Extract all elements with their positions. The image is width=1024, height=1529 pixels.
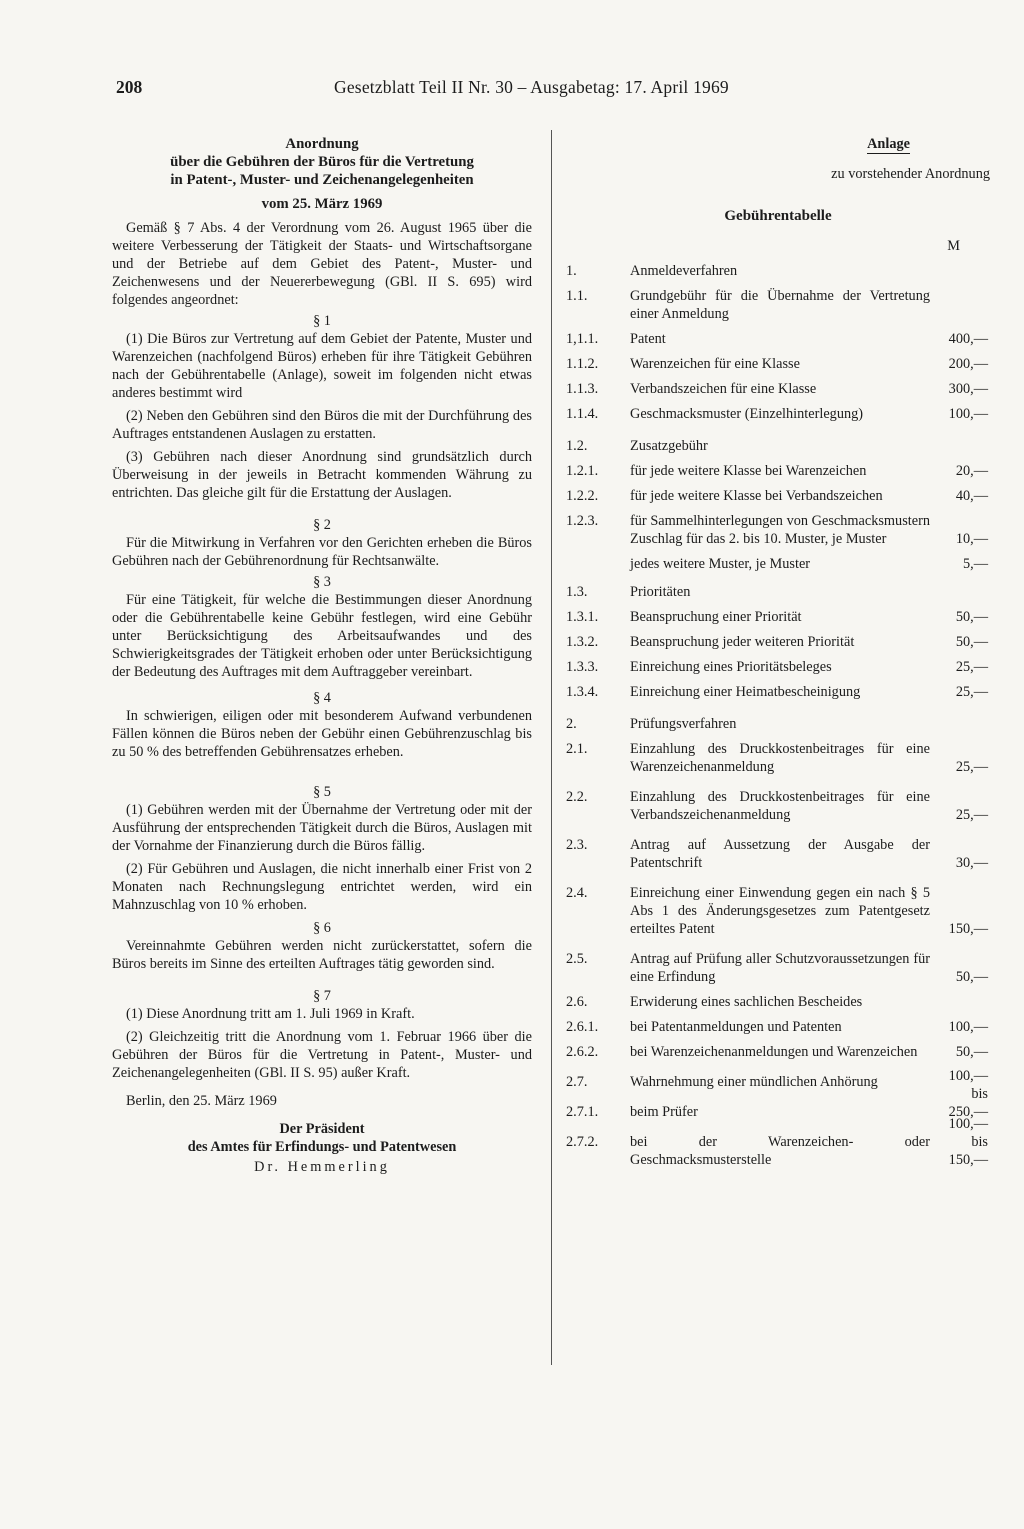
intro-paragraph: Gemäß § 7 Abs. 4 der Verordnung vom 26. August 1965 über die weitere Verbesserung der Tätigkeit der Staats- und Wirtschaftsorgane und der Betriebe auf dem Gebiet des Patent-, Muster- und Zeichenwesens und der Neuererbewegung (GBl. II S. 695) wird folgendes angeordnet: — [112, 220, 532, 308]
fee-row-amount: 10,— — [955, 531, 988, 547]
fee-row-text: für jede weitere Klasse bei Verbandszeichen — [630, 488, 883, 504]
fee-row-text: Beanspruchung einer Priorität — [630, 609, 802, 625]
fee-row-text: Erwiderung eines sachlichen Bescheides — [630, 994, 863, 1010]
fee-row — [566, 512, 990, 548]
section-6-para: Vereinnahmte Gebühren werden nicht zurückerstattet, sofern die Büros bereits im Sinne des erteilten Auftrages tätig geworden sind. — [112, 938, 532, 972]
annex-heading: Anlage — [867, 136, 910, 152]
fee-row — [566, 715, 990, 733]
fee-row-number: 1.3. — [566, 584, 588, 600]
fee-row-amount: 100,— bis 250,— — [948, 1068, 988, 1120]
running-title: Gesetzblatt Teil II Nr. 30 – Ausgabetag: 17. April 1969 — [334, 77, 729, 97]
section-4-heading: § 4 — [313, 690, 331, 706]
fee-row-number: 1.3.3. — [566, 659, 599, 675]
section-6-heading: § 6 — [313, 920, 331, 936]
fee-row — [566, 487, 990, 505]
place-date: Berlin, den 25. März 1969 — [126, 1093, 277, 1109]
fee-row-number: 2.7.2. — [566, 1134, 599, 1150]
fee-row — [566, 555, 990, 573]
fee-row-text: beim Prüfer — [630, 1104, 698, 1120]
fee-row-number: 2.2. — [566, 789, 588, 805]
section-1-para-1: (1) Die Büros zur Vertretung auf dem Gebiet der Patente, Muster und Warenzeichen (nachfolgend Büros) erheben für ihre Tätigkeit Gebühren nach der Gebührentabelle (Anlage), soweit im folgenden nicht etwas anderes bestimmt wird — [112, 331, 532, 401]
fee-row-amount: 50,— — [955, 969, 988, 985]
signature-name: Dr. Hemmerling — [254, 1159, 390, 1175]
fee-row — [566, 1018, 990, 1036]
fee-row-text: Patent — [630, 331, 666, 347]
section-3-para: Für eine Tätigkeit, für welche die Bestimmungen dieser Anordnung oder die Gebührentabelle keine Gebühr festlegen, wird eine Gebühr unter Berücksichtigung des Arbeitsaufwandes und des Schwierigkeitsgrades der Tätigkeit erhoben oder unter Berücksichtigung der Bedeutung des Auftrages mit dem Auftraggeber vereinbart. — [112, 592, 532, 680]
fee-row-number: 2.4. — [566, 885, 588, 901]
fee-row — [566, 1043, 990, 1061]
column-divider — [551, 130, 552, 1365]
fee-row-amount: 5,— — [962, 556, 988, 572]
fee-row — [566, 950, 990, 986]
fee-row-number: 2.6.2. — [566, 1044, 599, 1060]
fee-row-amount: 50,— — [955, 634, 988, 650]
fee-row-number: 2.6.1. — [566, 1019, 599, 1035]
fee-row — [566, 836, 990, 872]
fee-row-text: Anmeldeverfahren — [630, 263, 738, 279]
section-1-para-3: (3) Gebühren nach dieser Anordnung sind grundsätzlich durch Überweisung in der jeweils in Betracht kommenden Währung zu entrichten. Das gleiche gilt für die Erstattung der Auslagen. — [112, 449, 532, 501]
fee-row-number: 1.2.3. — [566, 513, 599, 529]
right-column — [566, 135, 990, 1169]
fee-row-amount: 20,— — [955, 463, 988, 479]
fee-row-number: 1.2. — [566, 438, 588, 454]
currency-label: M — [947, 238, 960, 254]
section-5-para-1: (1) Gebühren werden mit der Übernahme der Vertretung oder mit der Ausführung der entsprechenden Tätigkeit durch die Büros, Auslagen mit der Vornahme der Finanzierung durch die Büros fällig. — [112, 802, 532, 854]
section-4-para: In schwierigen, eiligen oder mit besonderem Aufwand verbundenen Fällen können die Büros neben der Gebühr einen Gebührenzuschlag bis zu 50 % des betreffenden Gebührensatzes erheben. — [112, 708, 532, 760]
doc-title: Anordnung — [285, 136, 359, 152]
section-7-para-1: (1) Diese Anordnung tritt am 1. Juli 1969 in Kraft. — [126, 1006, 415, 1022]
annex-subtitle: zu vorstehender Anordnung — [831, 166, 990, 182]
fee-row-number: 2.7.1. — [566, 1104, 599, 1120]
fee-row — [566, 287, 990, 323]
fee-row-number: 2.6. — [566, 994, 588, 1010]
fee-row — [566, 462, 990, 480]
fee-row-text: Wahrnehmung einer mündlichen Anhörung — [630, 1074, 878, 1090]
fee-row — [566, 1116, 990, 1169]
fee-row-amount: 100,— — [948, 1019, 988, 1035]
fee-row-text: Verbandszeichen für eine Klasse — [630, 381, 817, 397]
fee-row-number: 2. — [566, 716, 577, 732]
fee-row — [566, 658, 990, 676]
section-1-para-2: (2) Neben den Gebühren sind den Büros die mit der Durchführung des Auftrages entstandenen Auslagen zu erstatten. — [112, 408, 532, 442]
fee-table — [566, 262, 990, 1169]
fee-row — [566, 788, 990, 824]
fee-table-title: Gebührentabelle — [724, 208, 832, 224]
page-number: 208 — [116, 77, 143, 97]
fee-row-number: 1. — [566, 263, 577, 279]
fee-row — [566, 884, 990, 938]
fee-row-number: 1.1. — [566, 288, 588, 304]
fee-row-amount: 50,— — [955, 1044, 988, 1060]
fee-row-number: 1.3.2. — [566, 634, 599, 650]
fee-row-amount: 200,— — [948, 356, 988, 372]
fee-row — [566, 993, 990, 1011]
fee-row-text: bei Patentanmeldungen und Patenten — [630, 1019, 842, 1035]
section-1-heading: § 1 — [313, 313, 331, 329]
signature-office: des Amtes für Erfindungs- und Patentwesen — [187, 1139, 457, 1155]
section-2-para: Für die Mitwirkung in Verfahren vor den Gerichten erheben die Büros Gebühren nach der Gebührenordnung für Rechtsanwälte. — [112, 535, 532, 569]
fee-row-amount: 30,— — [955, 855, 988, 871]
fee-row-number: 1.1.3. — [566, 381, 599, 397]
section-2-heading: § 2 — [313, 517, 331, 533]
fee-row-number: 2.5. — [566, 951, 588, 967]
fee-row-amount: 100,— bis 150,— — [948, 1116, 988, 1168]
fee-row-number: 1.1.2. — [566, 356, 599, 372]
fee-row-amount: 25,— — [955, 807, 988, 823]
fee-row — [566, 633, 990, 651]
fee-row — [566, 608, 990, 626]
fee-row-text: jedes weitere Muster, je Muster — [630, 556, 811, 572]
fee-row — [566, 437, 990, 455]
fee-row-text: bei Warenzeichenanmeldungen und Warenzeichen — [630, 1044, 918, 1060]
fee-row-text: Grundgebühr für die Übernahme der Vertretung einer Anmeldung — [630, 288, 930, 322]
section-7-para-2: (2) Gleichzeitig tritt die Anordnung vom 1. Februar 1966 über die Gebühren der Büros für die Vertretung in Patent-, Muster- und Zeichenangelegenheiten (GBl. II S. 95) außer Kraft. — [112, 1029, 532, 1081]
fee-row-amount: 100,— — [948, 406, 988, 422]
fee-row — [566, 740, 990, 776]
fee-row-text: Antrag auf Aussetzung der Ausgabe der Patentschrift — [630, 837, 930, 871]
fee-row-amount: 25,— — [955, 659, 988, 675]
left-column — [112, 135, 532, 1176]
fee-row — [566, 405, 990, 423]
fee-row-amount: 50,— — [955, 609, 988, 625]
section-5-para-2: (2) Für Gebühren und Auslagen, die nicht innerhalb einer Frist von 2 Monaten nach Rechnungslegung entrichtet werden, wird ein Mahnzuschlag von 10 % erhoben. — [112, 861, 532, 913]
fee-row-number: 2.3. — [566, 837, 588, 853]
fee-row-text: für jede weitere Klasse bei Warenzeichen — [630, 463, 867, 479]
fee-row-number: 1.3.1. — [566, 609, 599, 625]
doc-title-line-2: über die Gebühren der Büros für die Vertretung — [170, 154, 474, 170]
fee-row-text: Prüfungsverfahren — [630, 716, 737, 732]
fee-row-amount: 40,— — [955, 488, 988, 504]
fee-row-text: Einreichung einer Einwendung gegen ein nach § 5 Abs 1 des Änderungsgesetzes zum Patentgesetz erteiltes Patent — [630, 885, 930, 937]
doc-title-line-3: in Patent-, Muster- und Zeichenangelegenheiten — [170, 172, 474, 188]
fee-row-amount: 300,— — [948, 381, 988, 397]
doc-date: vom 25. März 1969 — [261, 196, 383, 212]
fee-row-text: Geschmacksmuster (Einzelhinterlegung) — [630, 406, 864, 422]
fee-row — [566, 1073, 990, 1091]
fee-row-text: Beanspruchung jeder weiteren Priorität — [630, 634, 855, 650]
fee-row-text: für Sammelhinterlegungen von Geschmacksmustern Zuschlag für das 2. bis 10. Muster, je Muster — [630, 513, 930, 547]
fee-row-amount: 400,— — [948, 331, 988, 347]
fee-row — [566, 262, 990, 280]
signature-title: Der Präsident — [279, 1121, 365, 1137]
fee-row-amount: 150,— — [948, 921, 988, 937]
section-5-heading: § 5 — [313, 784, 331, 800]
fee-row-text: Einreichung einer Heimatbescheinigung — [630, 684, 861, 700]
fee-row-amount: 25,— — [955, 759, 988, 775]
fee-row-number: 1.2.1. — [566, 463, 599, 479]
fee-row-number: 1.1.4. — [566, 406, 599, 422]
fee-row-number: 2.1. — [566, 741, 588, 757]
fee-row-text: Zusatzgebühr — [630, 438, 708, 454]
fee-row-text: bei der Warenzeichen- oder Geschmacksmusterstelle — [630, 1134, 930, 1168]
fee-row — [566, 380, 990, 398]
fee-row — [566, 355, 990, 373]
section-3-heading: § 3 — [313, 574, 331, 590]
fee-row-text: Antrag auf Prüfung aller Schutzvoraussetzungen für eine Erfindung — [630, 951, 930, 985]
fee-row-text: Prioritäten — [630, 584, 691, 600]
page-header — [0, 77, 1024, 103]
fee-row-number: 1.3.4. — [566, 684, 599, 700]
fee-row-amount: 25,— — [955, 684, 988, 700]
fee-row-text: Einzahlung des Druckkostenbeitrages für eine Warenzeichenanmeldung — [630, 741, 930, 775]
section-7-heading: § 7 — [313, 988, 331, 1004]
fee-row — [566, 583, 990, 601]
fee-row-text: Einreichung eines Prioritätsbeleges — [630, 659, 832, 675]
fee-row-number: 1.2.2. — [566, 488, 599, 504]
fee-row-number: 2.7. — [566, 1074, 588, 1090]
fee-row-number: 1,1.1. — [566, 331, 599, 347]
fee-row-text: Warenzeichen für eine Klasse — [630, 356, 800, 372]
fee-row-text: Einzahlung des Druckkostenbeitrages für eine Verbandszeichenanmeldung — [630, 789, 930, 823]
fee-row — [566, 330, 990, 348]
fee-row — [566, 683, 990, 701]
